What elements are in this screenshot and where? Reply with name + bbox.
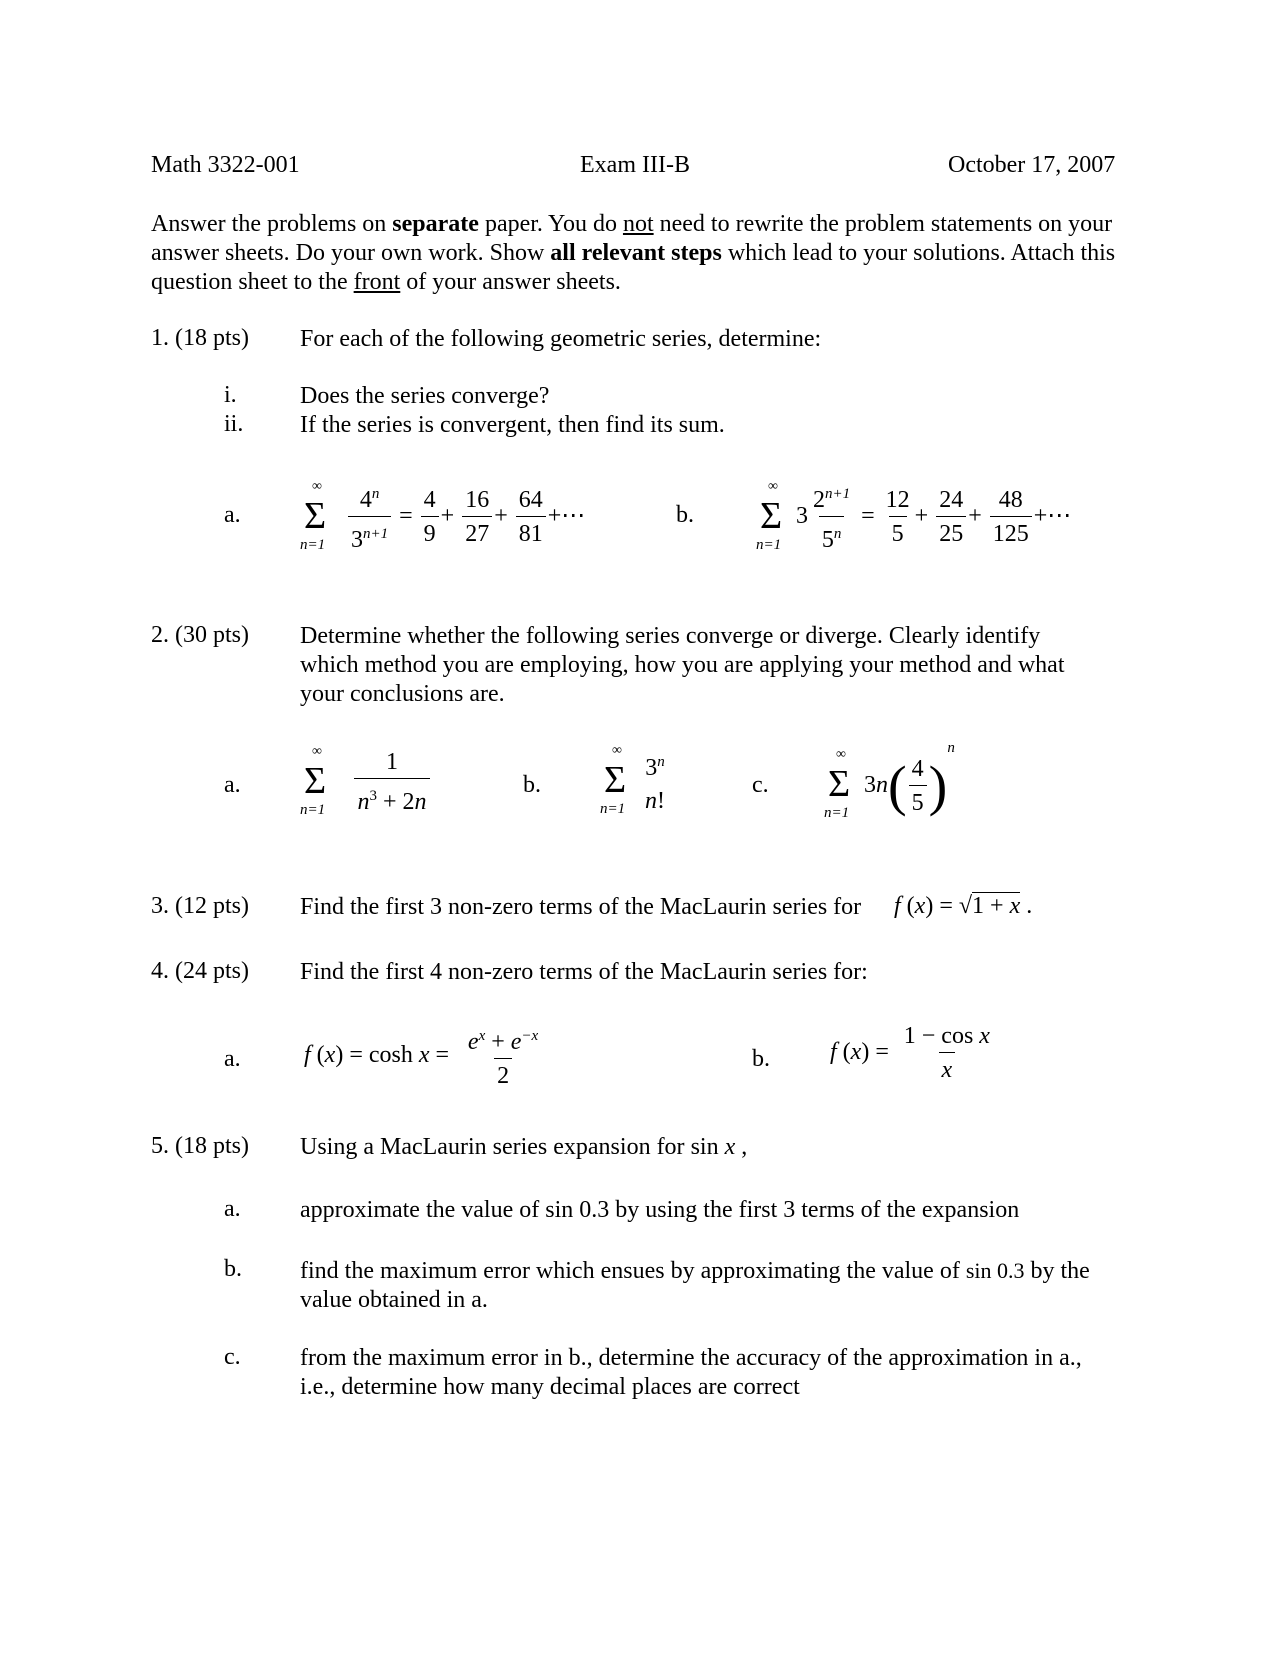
problem-3-function: f (x) = √1 + x . (894, 893, 1033, 919)
emphasis-separate: separate (392, 211, 479, 237)
problem-2c-series: ∞ Σ n=1 3n( $\frac{4}{5}$ )$^n$ (824, 740, 955, 822)
problem-2a-label: a. (224, 772, 241, 798)
problem-5-label: 5. (18 pts) (151, 1133, 249, 1159)
problem-4a-label: a. (224, 1046, 241, 1072)
problem-1-sub-i-text: Does the series converge? (300, 383, 550, 409)
emphasis-all-relevant-steps: all relevant steps (550, 240, 722, 266)
problem-4-label: 4. (24 pts) (151, 958, 249, 984)
problem-2b-series: ∞ Σ n=1 3$^n$ n! (600, 743, 665, 817)
problem-2c-label: c. (752, 772, 769, 798)
problem-5-text: Using a MacLaurin series expansion for sin x , (300, 1134, 748, 1160)
emphasis-not: not (622, 211, 654, 237)
problem-1-sub-ii-text: If the series is convergent, then find its sum. (300, 412, 725, 438)
problem-3-label: 3. (12 pts) (151, 893, 249, 919)
exam-date: October 17, 2007 (948, 152, 1116, 178)
course-title: Math 3322-001 (151, 152, 300, 178)
problem-2-text: Determine whether the following series converge or diverge. Clearly identify which method you are employing, how you are applying your method and what your conclusions are. (300, 623, 1065, 707)
problem-2b-label: b. (523, 772, 541, 798)
problem-5b-text: find the maximum error which ensues by approximating the value of sin 0.3 by the value obtained in a. (300, 1258, 1090, 1313)
problem-1-sub-i-label: i. (224, 382, 237, 408)
problem-4b-label: b. (752, 1046, 770, 1072)
exam-title: Exam III-B (580, 152, 690, 178)
instructions: Answer the problems on separate paper. You do not need to rewrite the problem statements on your answer sheets. Do your own work. Show all relevant steps which lead to your solutions. Attach this question sheet to the front of your answer sheets. (151, 211, 1116, 295)
problem-5a-label: a. (224, 1196, 241, 1222)
problem-2a-series: ∞ Σ n=1 $\frac{1}{n^3 + 2n}$ (300, 746, 438, 819)
emphasis-front: front (353, 269, 401, 295)
problem-1-text: For each of the following geometric series, determine: (300, 326, 822, 352)
problem-4a-function: f (x) = cosh x = $\frac{e^x + e^{-x}}{2}$ (304, 1020, 551, 1093)
problem-4b-function: f (x) = $\frac{\text{1 − cos x}}{x}$ (830, 1020, 999, 1087)
problem-4-text: Find the first 4 non-zero terms of the MacLaurin series for: (300, 959, 868, 985)
problem-1b-series: ∞ Σ n=1 3 $\frac{2^{n+1}}{5^n}$ = $\frac{12}{5}$ + $\frac{24}{25}$ + $\frac{48}{125}$ +⋯ (756, 478, 1071, 557)
problem-1a-series: ∞ Σ n=1 $\frac{4^n}{3^{n+1}}$ = $\frac{4}{9}$ + $\frac{16}{27}$ + $\frac{64}{81}$ +⋯ (300, 478, 585, 557)
problem-2-label: 2. (30 pts) (151, 622, 249, 648)
problem-3-text: Find the first 3 non-zero terms of the MacLaurin series for (300, 894, 862, 920)
problem-1-sub-ii-label: ii. (224, 411, 244, 437)
problem-5b-label: b. (224, 1256, 242, 1282)
problem-1a-label: a. (224, 502, 241, 528)
problem-5c-text: from the maximum error in b., determine the accuracy of the approximation in a., i.e., determine how many decimal places are correct (300, 1345, 1082, 1400)
problem-5a-text: approximate the value of sin 0.3 by using the first 3 terms of the expansion (300, 1197, 1020, 1223)
problem-1b-label: b. (676, 502, 694, 528)
problem-1-label: 1. (18 pts) (151, 325, 249, 351)
problem-5c-label: c. (224, 1344, 241, 1370)
